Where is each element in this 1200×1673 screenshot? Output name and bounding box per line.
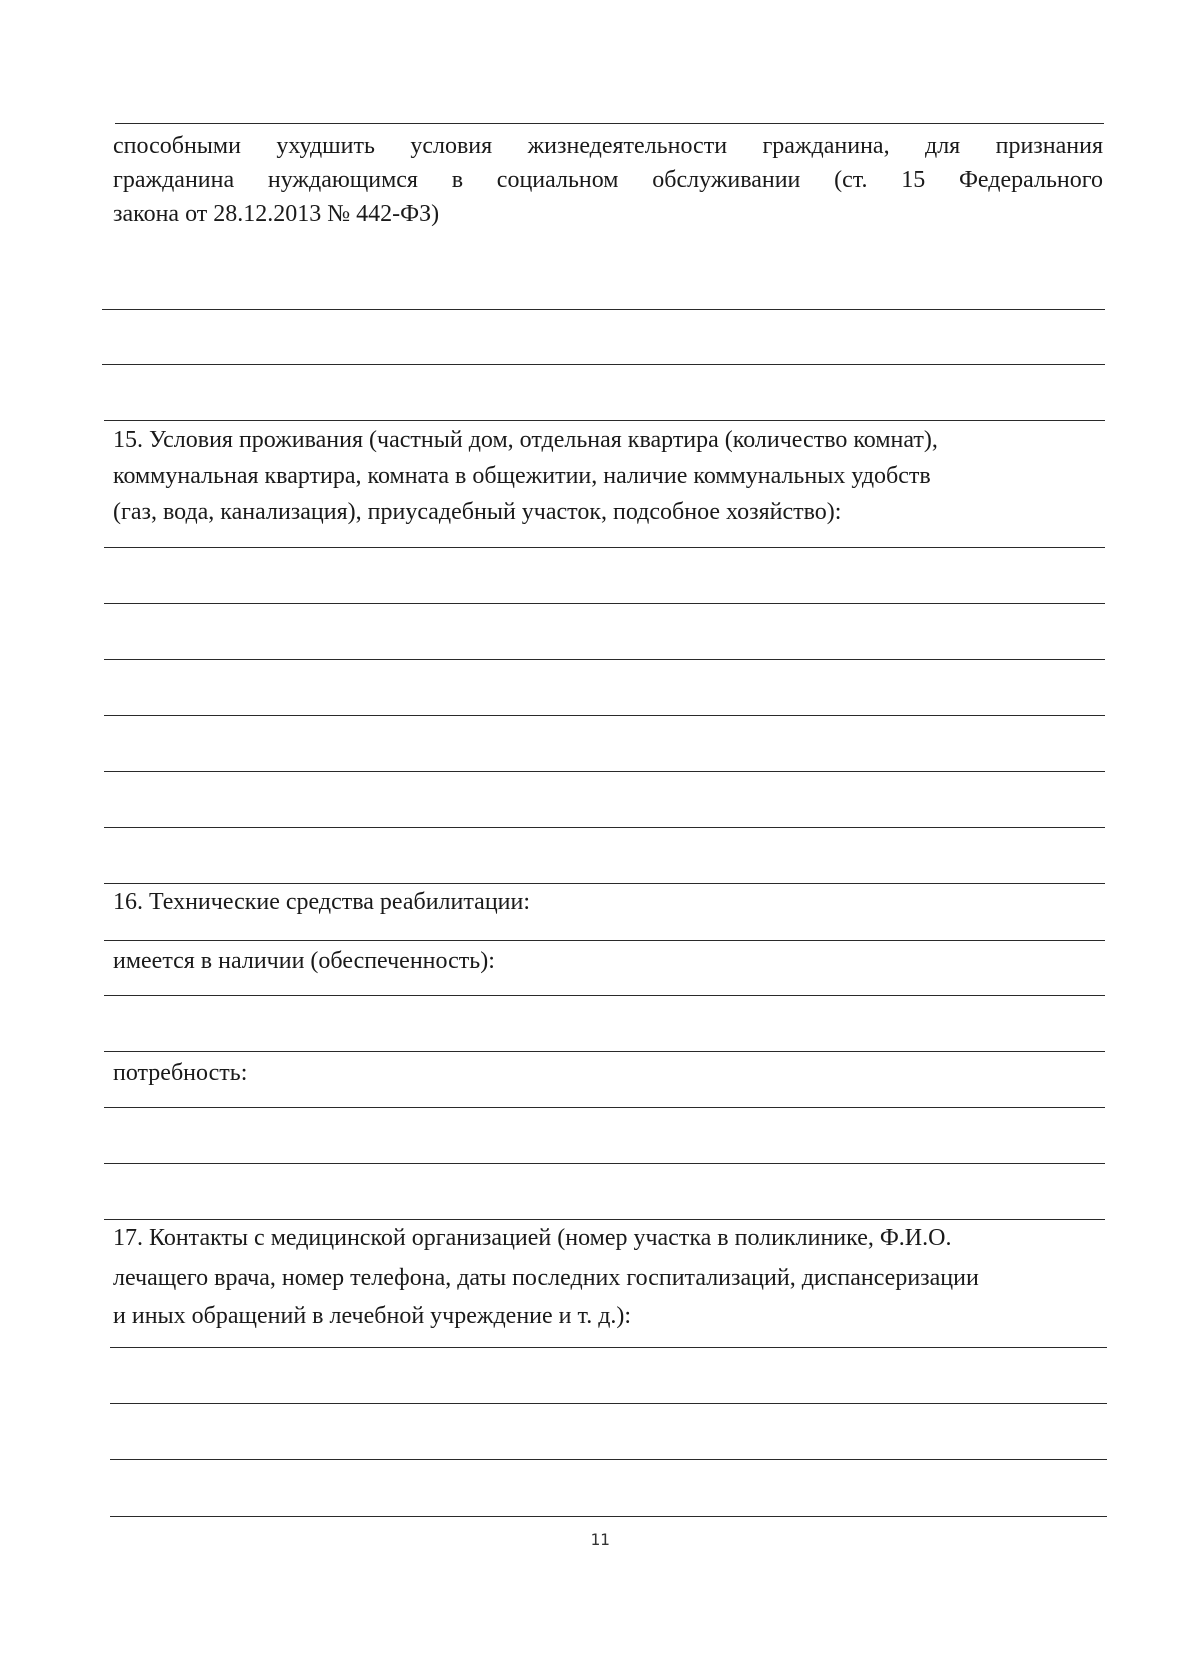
intro-line-1: способными ухудшить условия жизнедеятельности гражданина, для признания [113, 133, 1103, 159]
answer-line [104, 603, 1105, 604]
answer-line [102, 364, 1105, 365]
section-16-title: 16. Технические средства реабилитации: [113, 889, 531, 915]
intro-line-2: гражданина нуждающимся в социальном обслуживании (ст. 15 Федерального [113, 167, 1103, 193]
section-17-line-1: 17. Контакты с медицинской организацией (номер участка в поликлинике, Ф.И.О. [113, 1225, 952, 1251]
need-label: потребность: [113, 1060, 248, 1086]
available-label: имеется в наличии (обеспеченность): [113, 948, 495, 974]
top-rule [115, 123, 1104, 124]
page-number: 11 [590, 1530, 610, 1549]
answer-line [104, 547, 1105, 548]
answer-line [110, 1347, 1107, 1348]
answer-line [110, 1403, 1107, 1404]
answer-line [104, 940, 1105, 941]
answer-line [104, 1051, 1105, 1052]
answer-line [110, 1459, 1107, 1460]
section-15-line-1: 15. Условия проживания (частный дом, отдельная квартира (количество комнат), [113, 427, 938, 453]
section-15-line-3: (газ, вода, канализация), приусадебный участок, подсобное хозяйство): [113, 499, 842, 525]
answer-line [104, 771, 1105, 772]
answer-line [104, 1219, 1105, 1220]
answer-line [104, 995, 1105, 996]
answer-line [104, 1163, 1105, 1164]
answer-line [104, 715, 1105, 716]
answer-line [102, 309, 1105, 310]
answer-line [104, 1107, 1105, 1108]
section-15-line-2: коммунальная квартира, комната в общежитии, наличие коммунальных удобств [113, 463, 931, 489]
answer-line [110, 1516, 1107, 1517]
answer-line [104, 883, 1105, 884]
section-17-line-2: лечащего врача, номер телефона, даты последних госпитализаций, диспансеризации [113, 1265, 979, 1291]
answer-line [104, 420, 1105, 421]
answer-line [104, 659, 1105, 660]
section-17-line-3: и иных обращений в лечебной учреждение и т. д.): [113, 1303, 632, 1329]
intro-line-3: закона от 28.12.2013 № 442-ФЗ) [113, 201, 440, 227]
answer-line [104, 827, 1105, 828]
